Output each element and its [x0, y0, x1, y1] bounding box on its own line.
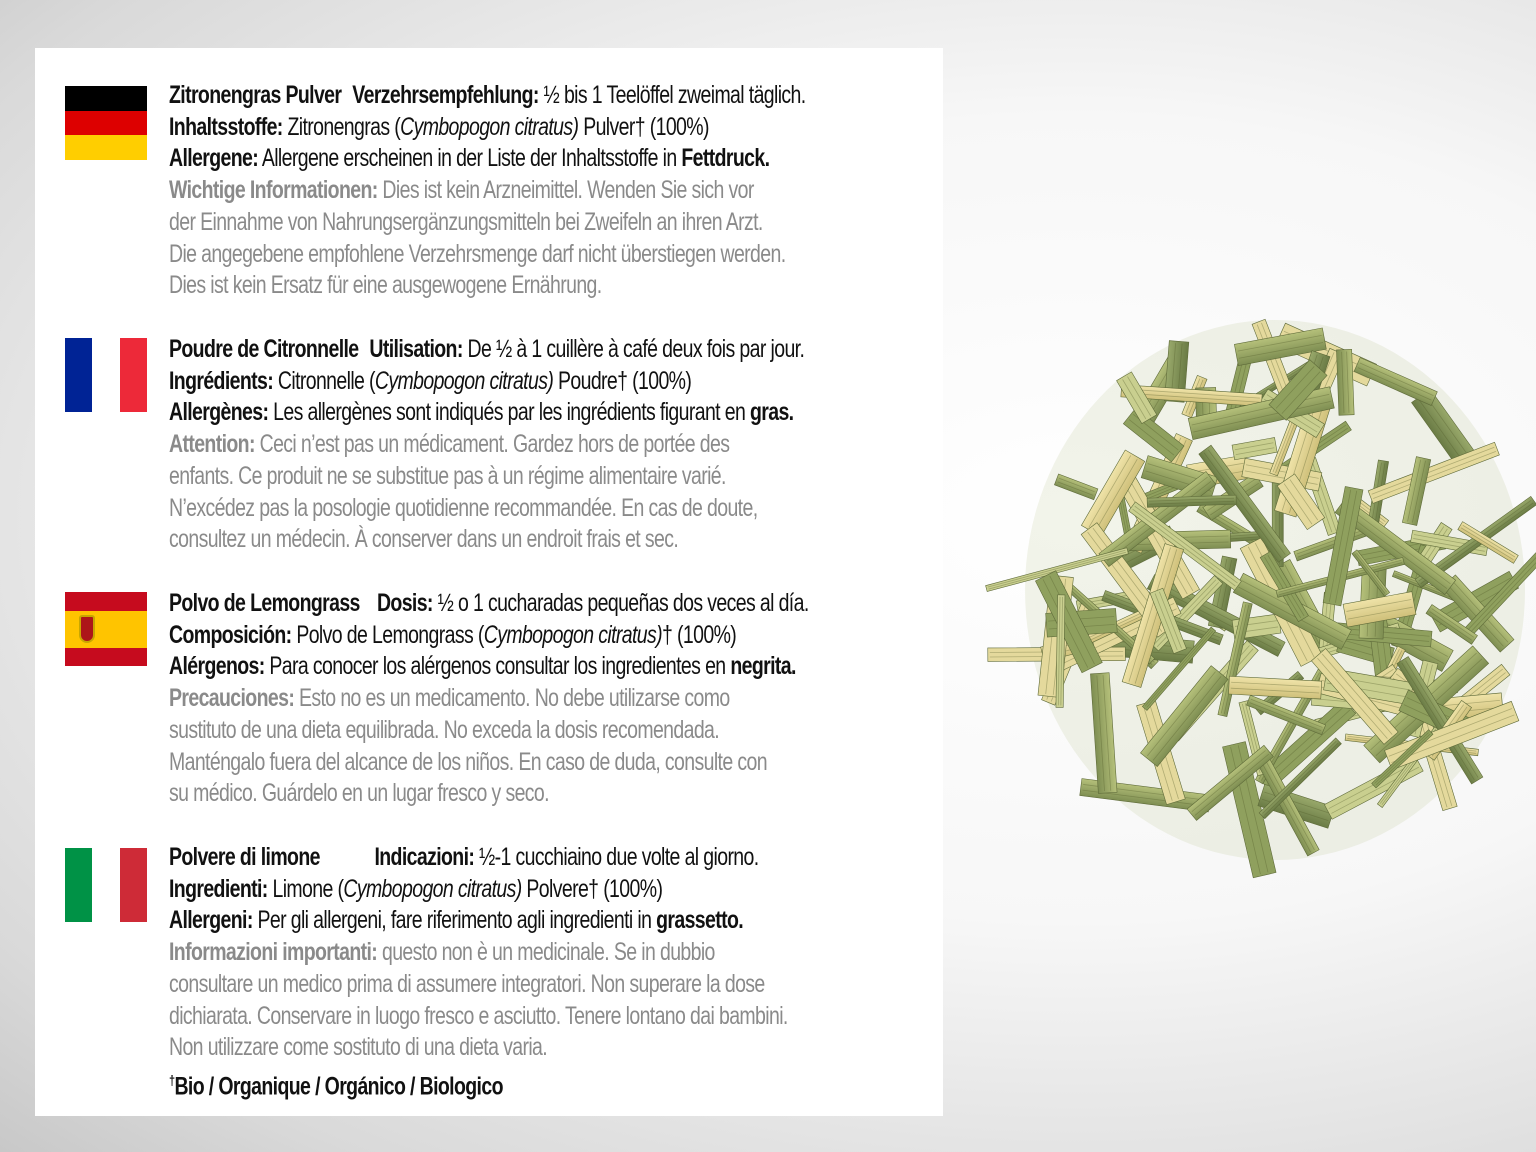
dose-text: ½ bis 1 Teelöffel zweimal täglich.	[538, 81, 806, 109]
dose-text: ½-1 cucchiaino due volte al giorno.	[474, 843, 759, 871]
italy-flag-icon	[65, 848, 147, 922]
latin-name: Cymbopogon citratus)	[374, 366, 554, 395]
text-german	[169, 80, 941, 302]
info-line: Dies ist kein Ersatz für eine ausgewogene Ernährung.	[169, 271, 602, 300]
product-title: Zitronengras Pulver	[169, 81, 342, 109]
allergens-text: Les allergènes sont indiqués par les ingrédients figurant en	[268, 398, 750, 427]
ingredients-suffix: Pulver† (100%)	[578, 112, 709, 141]
info-line: dichiarata. Conservare in luogo fresco e asciutto. Tenere lontano dai bambini.	[169, 1001, 788, 1030]
info-line: Ceci n’est pas un médicament. Gardez hors de portée des	[254, 430, 730, 459]
info-label: Attention:	[169, 430, 255, 459]
footnote-text: Bio / Organique / Orgánico / Biologico	[174, 1072, 503, 1101]
germany-flag-icon	[65, 86, 147, 160]
info-line: su médico. Guárdelo en un lugar fresco y seco.	[169, 779, 549, 808]
allergens-bold: grassetto.	[656, 906, 744, 935]
ingredients-label: Composición:	[169, 620, 292, 649]
info-label: Informazioni importanti:	[169, 938, 378, 967]
ingredients-label: Ingrédients:	[169, 366, 274, 395]
text-italian	[169, 842, 941, 1064]
allergens-label: Allergènes:	[169, 398, 269, 427]
text-french	[169, 334, 941, 556]
dose-text: ½ o 1 cucharadas pequeñas dos veces al día.	[432, 589, 809, 617]
dose-label: Dosis:	[376, 589, 433, 617]
lemongrass-piece	[1336, 349, 1354, 415]
allergens-text: Para conocer los alérgenos consultar los ingredientes en	[264, 652, 731, 681]
info-line: consultez un médecin. À conserver dans un endroit frais et sec.	[169, 525, 679, 554]
dose-label: Utilisation:	[369, 335, 463, 363]
ingredients-suffix: Polvere† (100%)	[521, 874, 663, 903]
info-line: questo non è un medicinale. Se in dubbio	[377, 938, 715, 967]
info-label: Precauciones:	[169, 684, 295, 713]
organic-footnote	[169, 1072, 503, 1101]
dose-label: Indicazioni:	[374, 843, 475, 871]
label-panel	[35, 48, 943, 1116]
product-title: Polvo de Lemongrass	[169, 589, 360, 617]
allergens-bold: negrita.	[730, 652, 796, 681]
allergens-text: Allergene erscheinen in der Liste der Inhaltsstoffe in	[258, 144, 682, 173]
info-line: sustituto de una dieta equilibrada. No exceda la dosis recomendada.	[169, 715, 720, 744]
ingredients-text: Citronnelle (	[273, 366, 375, 395]
allergens-bold: gras.	[749, 398, 794, 427]
lemongrass-piece	[1056, 595, 1065, 708]
ingredients-suffix: Poudre† (100%)	[553, 366, 692, 395]
coat-of-arms-icon	[79, 615, 95, 643]
info-line: N’excédez pas la posologie quotidienne recommandée. En cas de doute,	[169, 493, 758, 522]
info-line: Dies ist kein Arzneimittel. Wenden Sie sich vor	[377, 176, 754, 205]
lemongrass-photo	[975, 290, 1536, 890]
info-line: der Einnahme von Nahrungsergänzungsmitteln bei Zweifeln an ihren Arzt.	[169, 207, 763, 236]
latin-name: Cymbopogon citratus)	[400, 112, 579, 141]
dose-label: Verzehrsempfehlung:	[352, 81, 539, 109]
spain-flag-icon	[65, 592, 147, 666]
info-line: Die angegebene empfohlene Verzehrsmenge darf nicht überstiegen werden.	[169, 239, 786, 268]
product-title: Polvere di limone	[169, 843, 320, 871]
ingredients-label: Ingredienti:	[169, 874, 268, 903]
dagger-symbol: †	[169, 1072, 175, 1088]
dose-text: De ½ à 1 cuillère à café deux fois par jour.	[462, 335, 805, 363]
latin-name: Cymbopogon citratus)	[343, 874, 522, 903]
info-label: Wichtige Informationen:	[169, 176, 378, 205]
info-line: Manténgalo fuera del alcance de los niños. En caso de duda, consulte con	[169, 747, 767, 776]
info-line: Non utilizzare come sostituto di una dieta varia.	[169, 1033, 548, 1062]
allergens-text: Per gli allergeni, fare riferimento agli ingredienti in	[252, 906, 657, 935]
ingredients-text: Polvo de Lemongrass (	[291, 620, 484, 649]
ingredients-label: Inhaltsstoffe:	[169, 112, 283, 141]
info-line: enfants. Ce produit ne se substitue pas à un régime alimentaire varié.	[169, 461, 726, 490]
ingredients-text: Zitronengras (	[282, 112, 401, 141]
allergens-label: Allergeni:	[169, 906, 253, 935]
allergens-bold: Fettdruck.	[681, 144, 770, 173]
text-spanish	[169, 588, 941, 810]
france-flag-icon	[65, 338, 147, 412]
allergens-label: Allergene:	[169, 144, 259, 173]
ingredients-suffix: † (100%)	[662, 620, 737, 649]
latin-name: Cymbopogon citratus)	[483, 620, 663, 649]
allergens-label: Alérgenos:	[169, 652, 265, 681]
product-title: Poudre de Citronnelle	[169, 335, 359, 363]
info-line: Esto no es un medicamento. No debe utilizarse como	[294, 684, 730, 713]
info-line: consultare un medico prima di assumere integratori. Non superare la dose	[169, 969, 765, 998]
ingredients-text: Limone (	[267, 874, 344, 903]
